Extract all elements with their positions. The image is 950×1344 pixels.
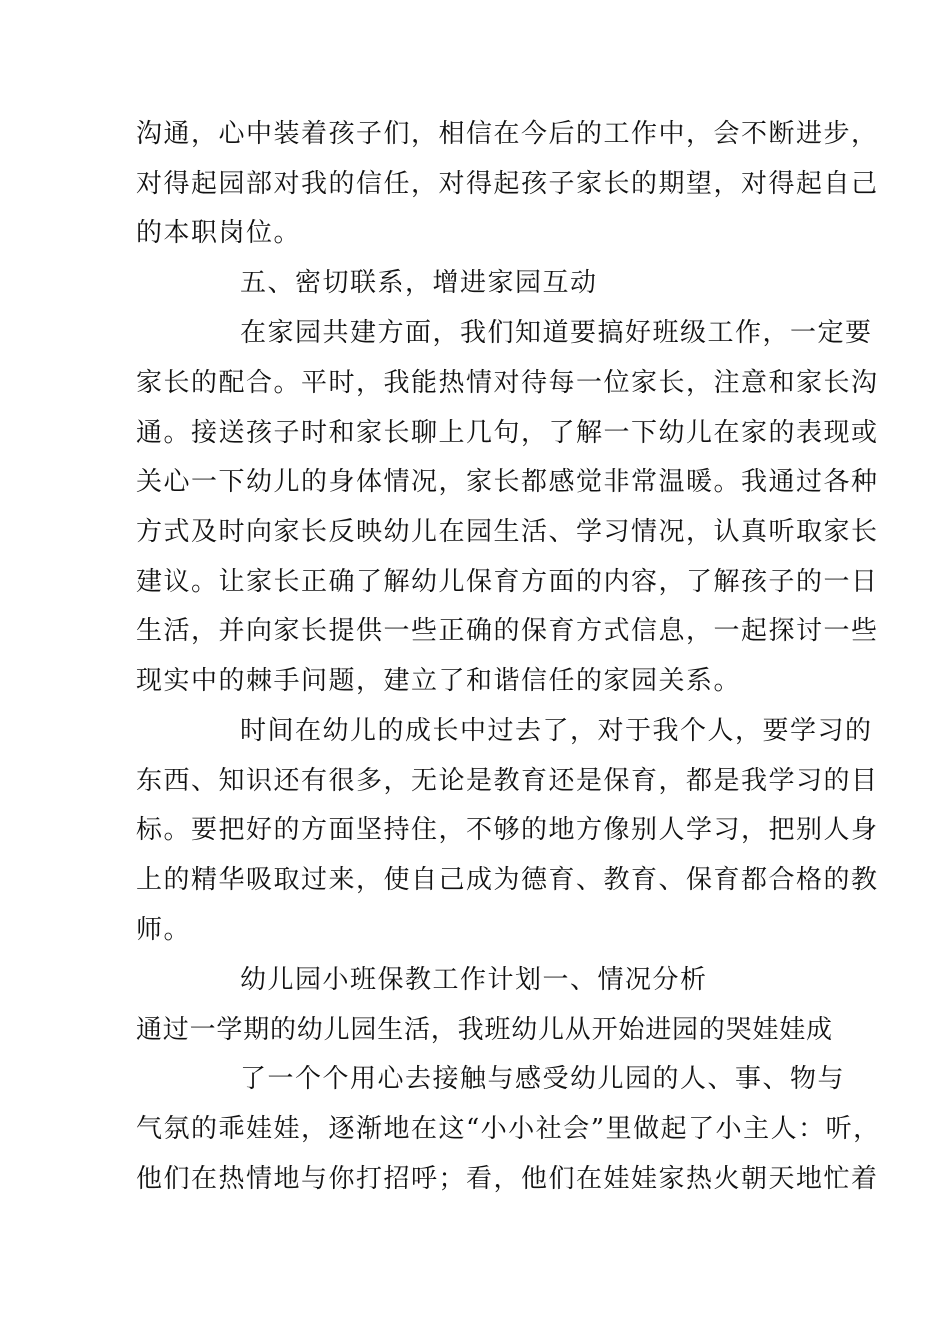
text-line: 通过一学期的幼儿园生活，我班幼儿从开始进园的哭娃娃成	[136, 1015, 833, 1045]
text-line: 关心一下幼儿的身体情况，家长都感觉非常温暖。我通过各种	[136, 467, 879, 497]
text-line: 方式及时向家长反映幼儿在园生活、学习情况，认真听取家长	[136, 517, 879, 547]
text-line: 沟通，心中装着孩子们，相信在今后的工作中，会不断进步，	[136, 119, 879, 149]
text-line: 师。	[136, 915, 192, 945]
text-line: 通。接送孩子时和家长聊上几句，了解一下幼儿在家的表现或	[136, 418, 879, 448]
section-heading: 五、密切联系，增进家园互动	[240, 268, 598, 298]
text-line: 生活，并向家长提供一些正确的保育方式信息，一起探讨一些	[136, 616, 879, 646]
text-line: 气氛的乖娃娃，逐渐地在这“小小社会”里做起了小主人：听，	[136, 1114, 881, 1144]
text-line: 家长的配合。平时，我能热情对待每一位家长，注意和家长沟	[136, 368, 879, 398]
text-line: 对得起园部对我的信任，对得起孩子家长的期望，对得起自己	[136, 169, 879, 199]
text-line: 建议。让家长正确了解幼儿保育方面的内容，了解孩子的一日	[136, 567, 879, 597]
text-line: 了一个个用心去接触与感受幼儿园的人、事、物与	[240, 1064, 846, 1094]
text-line: 他们在热情地与你打招呼；看，他们在娃娃家热火朝天地忙着	[136, 1164, 879, 1194]
section-heading: 幼儿园小班保教工作计划一、情况分析	[240, 965, 708, 995]
text-line: 时间在幼儿的成长中过去了，对于我个人，要学习的	[240, 716, 873, 746]
text-line: 上的精华吸取过来，使自己成为德育、教育、保育都合格的教	[136, 865, 879, 895]
text-line: 标。要把好的方面坚持住，不够的地方像别人学习，把别人身	[136, 815, 879, 845]
text-line: 东西、知识还有很多，无论是教育还是保育，都是我学习的目	[136, 766, 879, 796]
text-line: 在家园共建方面，我们知道要搞好班级工作，一定要	[240, 318, 873, 348]
text-line: 现实中的棘手问题，建立了和谐信任的家园关系。	[136, 666, 742, 696]
text-line: 的本职岗位。	[136, 218, 302, 248]
